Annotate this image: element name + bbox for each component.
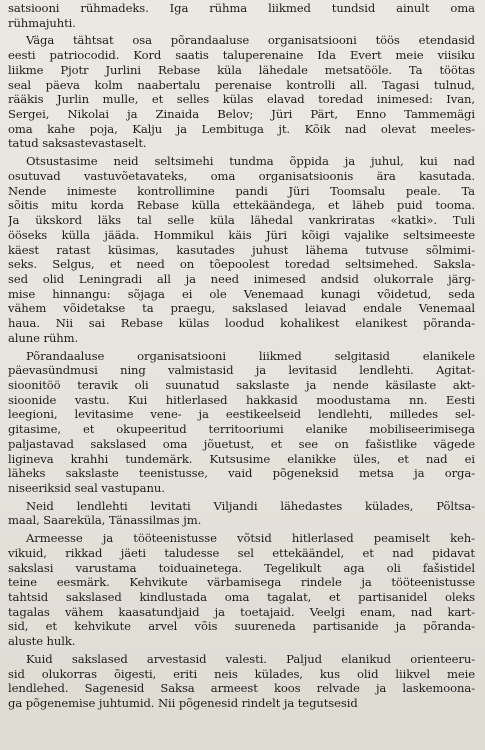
text-line: haua. Nii sai Rebase külas loodud kohalikest elanikest põranda- — [8, 316, 475, 331]
text-line: satsiooni rühmadeks. Iga rühma liikmed tundsid ainult oma — [8, 1, 475, 15]
text-line: Neid lendlehti levitati Viljandi lähedastes külades, Põltsa- — [26, 498, 475, 513]
text-line: vähem võidetakse ta praegu, sakslased leiavad endale Venemaal — [8, 301, 475, 316]
text-line: ligineva krahhi tundemärk. Kutsusime elanikke üles, et nad ei — [8, 451, 475, 466]
paragraph — [8, 652, 475, 711]
text-line: mise hinnangu: sõjaga ei ole Venemaad kunagi võidetud, seda — [8, 286, 475, 301]
text-line: Väga tähtsat osa põrandaaluse organisatsiooni töös etendasid — [26, 33, 475, 48]
article-body — [8, 1, 475, 711]
paragraph — [8, 349, 475, 496]
text-line: tahtsid sakslased kindlustada oma tagalat, et partisanidel oleks — [8, 590, 475, 605]
paragraph — [8, 154, 475, 345]
text-line: Sergei, Nikolai ja Zinaida Belov; Jüri Pärt, Enno Tammemägi — [8, 107, 475, 122]
paragraph — [8, 531, 475, 649]
text-line: sioonide vastu. Kui hitlerlased hakkasid moodustama nn. Eesti — [8, 392, 475, 407]
text-line: gitasime, et okupeeritud territooriumi elanike mobiliseerimisega — [8, 422, 475, 437]
text-line: niseeriksid seal vastupanu. — [8, 481, 165, 495]
text-line: rääkis Jurlin mulle, et selles külas elavad toredad inimesed: Ivan, — [8, 92, 475, 107]
text-line: seks. Selgus, et need on tõepoolest toredad seltsimehed. Saksla- — [8, 257, 475, 272]
text-line: osutuvad vastuvõetavateks, oma organisatsioonis ära kasutada. — [8, 168, 475, 183]
text-line: päevasündmusi ning valmistasid ja levitasid lendlehti. Agitat- — [8, 363, 475, 378]
text-line: ööseks külla jääda. Hommikul käis Jüri kõigi vajalike seltsimeeste — [8, 227, 475, 242]
text-line: sid, et kehvikute arvel võis suureneda partisanide ja põranda- — [8, 619, 475, 634]
text-line: Nende inimeste kontrollimine pandi Jüri Toomsalu peale. Ta — [8, 183, 475, 198]
text-line: sid olukorras õigesti, eriti neis külades, kus olid liikvel meie — [8, 666, 475, 681]
text-line: Kuid sakslased arvestasid valesti. Paljud elanikud orienteeru- — [26, 651, 475, 666]
text-line: Ja ükskord läks tal selle küla lähedal vankriratas «katki». Tuli — [8, 213, 475, 228]
text-line: sioonitöö teravik oli suunatud sakslaste ja nende käsilaste akt- — [8, 377, 475, 392]
text-line: tatud saksastevastaselt. — [8, 136, 147, 151]
text-line: seal päeva kolm naabertalu perenaise kontrolli all. Tagasi tulnud, — [8, 77, 475, 92]
text-line: käest ratast küsimas, kasutades juhust lähema tutvuse sõlmimi- — [8, 242, 475, 257]
text-line: Otsustasime neid seltsimehi tundma õppida ja juhul, kui nad — [26, 154, 475, 169]
paragraph — [8, 33, 475, 151]
text-line: läheks sakslaste teenistusse, vaid põgeneksid metsa ja orga- — [8, 466, 475, 481]
text-line: oma kahe poja, Kalju ja Lembituga jt. Kõik nad olevat meeles- — [8, 121, 475, 136]
text-line: sakslasi varustama toiduainetega. Tegelikult aga oli fašistidel — [8, 560, 475, 575]
text-line: lendlehed. Sagenesid Saksa armeest koos relvade ja laskemoona- — [8, 681, 475, 696]
text-line: liikme Pjotr Jurlini Rebase küla lähedale metsatööle. Ta töötas — [8, 62, 475, 77]
text-line: paljastavad sakslased oma jõuetust, et see on fašistlike vägede — [8, 436, 475, 451]
text-line: alune rühm. — [8, 330, 79, 345]
text-line: eesti patriocodid. Kord saatis taluperenaine Ida Evert meie viisiku — [8, 48, 475, 63]
text-line: teine eesmärk. Kehvikute värbamisega rindele ja tööteenistusse — [8, 575, 475, 590]
text-line: leegioni, levitasime vene- ja eestikeelseid lendlehti, milledes sel- — [8, 407, 475, 422]
text-line: Armeesse ja tööteenistusse võtsid hitlerlased peamiselt keh- — [26, 531, 475, 546]
text-line: maal, Saareküla, Tänassilmas jm. — [8, 513, 202, 528]
text-line: vikuid, rikkad jäeti taludesse sel ettekäändel, et nad pidavat — [8, 545, 475, 560]
paragraph — [8, 1, 475, 30]
text-line: rühmajuhti. — [8, 15, 76, 30]
text-line: tagalas vähem kaasatundjaid ja toetajaid. Veelgi enam, nad kart- — [8, 604, 475, 619]
text-line: sed olid Leningradi all ja need inimesed andsid olukorrale järg- — [8, 271, 475, 286]
text-line: ga põgenemise juhtumid. Nii põgenesid rindelt ja tegutsesid — [8, 696, 358, 711]
paragraph — [8, 499, 475, 528]
text-line: Põrandaaluse organisatsiooni liikmed selgitasid elanikele — [26, 348, 475, 363]
text-line: aluste hulk. — [8, 634, 76, 649]
text-line: sõitis mitu korda Rebase külla ettekäändega, et läheb puid tooma. — [8, 198, 475, 213]
